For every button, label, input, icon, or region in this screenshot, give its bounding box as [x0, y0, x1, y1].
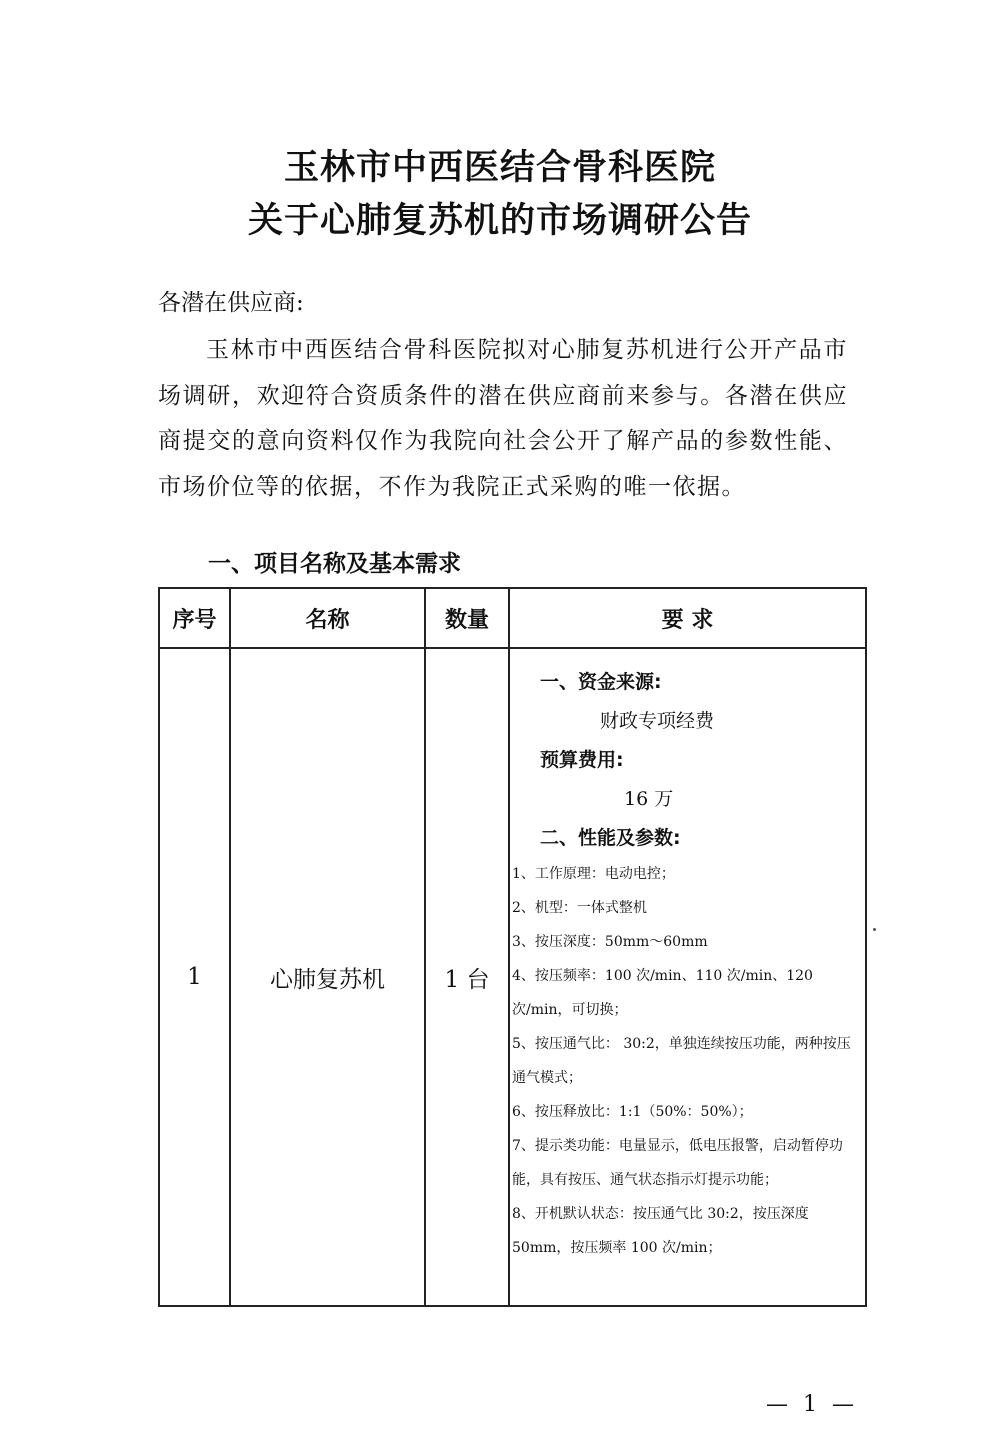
table-header-row: [159, 588, 866, 648]
param-item: 8、开机默认状态：按压通气比 30:2，按压深度 50mm，按压频率 100 次/min；: [512, 1206, 809, 1256]
section-heading: 一、项目名称及基本需求: [208, 551, 461, 577]
params-heading: 二、性能及参数:: [540, 827, 681, 849]
table-row: [159, 648, 866, 1306]
param-item: 1、工作原理：电动电控；: [512, 866, 675, 882]
param-item: 4、按压频率：100 次/min、110 次/min、120 次/min，可切换；: [512, 968, 813, 1018]
row-quantity: 1 台: [425, 648, 509, 1306]
funding-value: 财政专项经费: [600, 710, 715, 732]
page-number: — 1 —: [766, 1392, 858, 1417]
scan-speck: [873, 928, 876, 931]
param-item: 5、按压通气比： 30:2，单独连续按压功能，两种按压通气模式；: [512, 1036, 851, 1086]
header-index: 序号: [159, 588, 230, 648]
row-requirements: [509, 648, 866, 1306]
row-name: 心肺复苏机: [230, 648, 425, 1306]
header-requirements: 要 求: [509, 588, 866, 648]
param-item: 7、提示类功能：电量显示，低电压报警，启动暂停功能，具有按压、通气状态指示灯提示功能；: [512, 1138, 843, 1188]
param-item: 3、按压深度：50mm～60mm: [512, 934, 708, 950]
header-name: 名称: [230, 588, 425, 648]
body-paragraph: 玉林市中西医结合骨科医院拟对心肺复苏机进行公开产品市场调研，欢迎符合资质条件的潜在供应商前来参与。各潜在供应商提交的意向资料仅作为我院向社会公开了解产品的参数性能、市场价位等的依据，不作为我院正式采购的唯一依据。: [158, 337, 848, 500]
document-title-line2: 关于心肺复苏机的市场调研公告: [247, 201, 752, 241]
budget-heading: 预算费用:: [540, 749, 624, 771]
document-title-line1: 玉林市中西医结合骨科医院: [283, 148, 716, 188]
funding-heading: 一、资金来源:: [540, 671, 662, 693]
requirements-table: [158, 587, 867, 1307]
header-quantity: 数量: [425, 588, 509, 648]
budget-value: 16 万: [624, 788, 674, 810]
param-item: 6、按压释放比：1:1（50%：50%）；: [512, 1104, 753, 1120]
salutation: 各潜在供应商:: [158, 290, 304, 316]
param-item: 2、机型：一体式整机: [512, 900, 647, 916]
row-index: 1: [159, 648, 230, 1306]
